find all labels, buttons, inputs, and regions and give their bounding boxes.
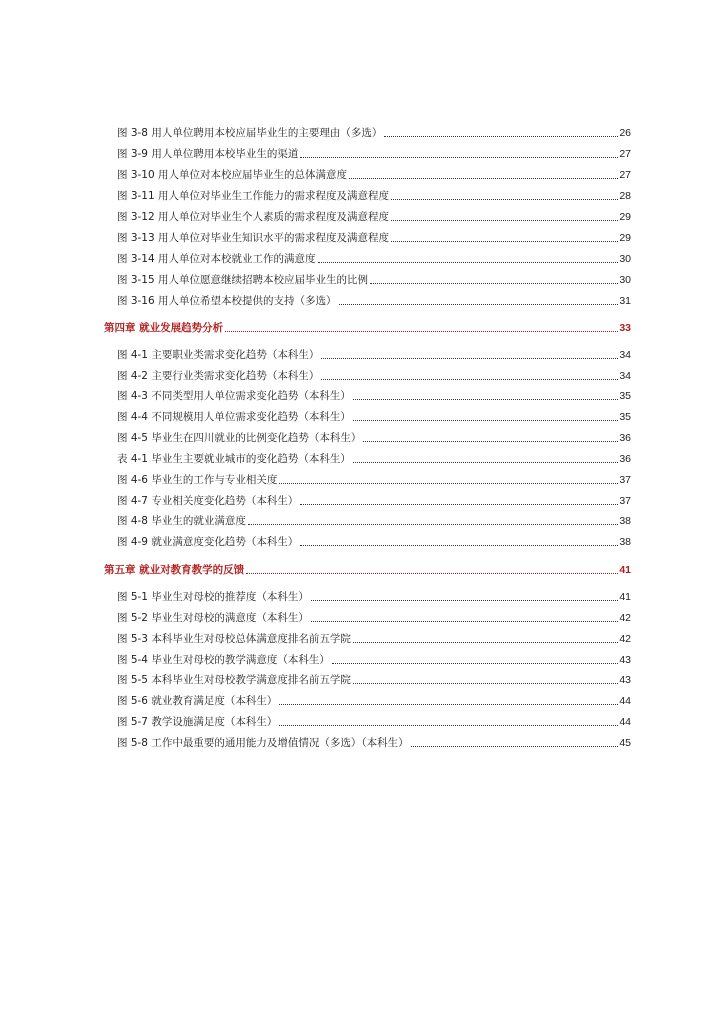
toc-entry[interactable] [117, 273, 631, 287]
toc-entry[interactable] [117, 653, 631, 667]
toc-entry[interactable] [117, 294, 631, 308]
toc-entry-title: 图 5-3 本科毕业生对母校总体满意度排名前五学院 [117, 633, 351, 645]
toc-entry-page: 29 [619, 211, 631, 223]
toc-chapter-title: 第五章 就业对教育教学的反馈 [104, 564, 245, 576]
toc-dot-leader [349, 178, 618, 179]
toc-entry-title: 图 3-15 用人单位愿意继续招聘本校应届毕业生的比例 [117, 274, 369, 286]
toc-entry-title: 图 5-1 毕业生对母校的推荐度（本科生） [117, 591, 309, 603]
toc-entry-page: 43 [619, 654, 631, 666]
toc-entry[interactable] [117, 611, 631, 625]
toc-entry-page: 34 [619, 349, 631, 361]
toc-dot-leader [300, 504, 618, 505]
toc-entry-title: 图 4-3 不同类型用人单位需求变化趋势（本科生） [117, 390, 351, 402]
toc-dot-leader [391, 241, 618, 242]
toc-dot-leader [321, 358, 618, 359]
toc-entry-page: 30 [619, 274, 631, 286]
toc-entry[interactable] [117, 715, 631, 729]
toc-entry-title: 图 5-5 本科毕业生对母校教学满意度排名前五学院 [117, 674, 351, 686]
toc-chapter-page: 41 [619, 564, 631, 576]
toc-dot-leader [318, 262, 619, 263]
toc-dot-leader [370, 283, 618, 284]
toc-dot-leader [248, 524, 618, 525]
toc-entry[interactable] [117, 590, 631, 604]
toc-dot-leader [339, 304, 619, 305]
toc-entry[interactable] [117, 535, 631, 549]
toc-dot-leader [353, 683, 618, 684]
toc-entry[interactable] [117, 231, 631, 245]
toc-entry-page: 35 [619, 411, 631, 423]
toc-entry-page: 36 [619, 432, 631, 444]
toc-entry-title: 图 5-8 工作中最重要的通用能力及增值情况（多选）（本科生） [117, 737, 409, 749]
toc-entry-title: 图 3-14 用人单位对本校就业工作的满意度 [117, 253, 316, 265]
toc-entry-title: 图 3-16 用人单位希望本校提供的支持（多选） [117, 295, 337, 307]
toc-dot-leader [311, 600, 618, 601]
toc-dot-leader [321, 379, 618, 380]
toc-entry-title: 图 4-7 专业相关度变化趋势（本科生） [117, 495, 299, 507]
toc-entry-title: 图 3-12 用人单位对毕业生个人素质的需求程度及满意程度 [117, 211, 390, 223]
toc-entry-page: 34 [619, 370, 631, 382]
toc-entry-title: 图 4-5 毕业生在四川就业的比例变化趋势（本科生） [117, 432, 362, 444]
toc-entry-page: 38 [619, 515, 631, 527]
toc-entry-page: 45 [619, 737, 631, 749]
toc-dot-leader [246, 573, 618, 574]
toc-entry[interactable] [117, 252, 631, 266]
toc-dot-leader [384, 136, 618, 137]
toc-entry-page: 37 [619, 474, 631, 486]
toc-entry-title: 图 4-6 毕业生的工作与专业相关度 [117, 474, 278, 486]
toc-dot-leader [300, 157, 618, 158]
toc-entry-page: 35 [619, 390, 631, 402]
toc-chapter-page: 33 [619, 322, 631, 334]
toc-entry[interactable] [117, 694, 631, 708]
toc-dot-leader [332, 663, 618, 664]
toc-entry[interactable] [117, 369, 631, 383]
toc-entry-page: 38 [619, 536, 631, 548]
toc-entry-page: 28 [619, 190, 631, 202]
toc-entry-title: 图 5-4 毕业生对母校的教学满意度（本科生） [117, 654, 330, 666]
toc-chapter-title: 第四章 就业发展趋势分析 [104, 322, 224, 334]
toc-entry[interactable] [117, 736, 631, 750]
toc-dot-leader [353, 399, 618, 400]
toc-entry-page: 27 [619, 169, 631, 181]
toc-entry[interactable] [117, 632, 631, 646]
toc-entry-title: 表 4-1 毕业生主要就业城市的变化趋势（本科生） [117, 453, 351, 465]
toc-entry-page: 31 [619, 295, 631, 307]
toc-entry[interactable] [117, 147, 631, 161]
toc-entry-title: 图 4-1 主要职业类需求变化趋势（本科生） [117, 349, 320, 361]
toc-entry[interactable] [117, 473, 631, 487]
toc-entry-title: 图 5-7 教学设施满足度（本科生） [117, 716, 278, 728]
toc-entry-title: 图 3-9 用人单位聘用本校毕业生的渠道 [117, 148, 299, 160]
toc-dot-leader [353, 420, 618, 421]
toc-entry-page: 37 [619, 495, 631, 507]
toc-entry-page: 42 [619, 612, 631, 624]
toc-dot-leader [411, 746, 619, 747]
toc-entry-page: 36 [619, 453, 631, 465]
toc-entry[interactable] [117, 126, 631, 140]
toc-entry[interactable] [117, 514, 631, 528]
toc-dot-leader [279, 704, 618, 705]
toc-dot-leader [391, 199, 618, 200]
toc-entry-page: 30 [619, 253, 631, 265]
toc-entry-title: 图 4-2 主要行业类需求变化趋势（本科生） [117, 370, 320, 382]
toc-entry[interactable] [117, 410, 631, 424]
toc-entry-title: 图 4-4 不同规模用人单位需求变化趋势（本科生） [117, 411, 351, 423]
toc-entry[interactable] [117, 189, 631, 203]
toc-entry-title: 图 4-8 毕业生的就业满意度 [117, 515, 246, 527]
toc-entry[interactable] [117, 673, 631, 687]
toc-entry-title: 图 3-11 用人单位对毕业生工作能力的需求程度及满意程度 [117, 190, 390, 202]
toc-chapter-4[interactable] [104, 321, 631, 335]
toc-entry[interactable] [117, 494, 631, 508]
toc-entry-page: 29 [619, 232, 631, 244]
toc-entry-page: 27 [619, 148, 631, 160]
toc-entry-title: 图 3-13 用人单位对毕业生知识水平的需求程度及满意程度 [117, 232, 390, 244]
toc-entry-title: 图 3-10 用人单位对本校应届毕业生的总体满意度 [117, 169, 348, 181]
toc-entry[interactable] [117, 389, 631, 403]
toc-entry[interactable] [117, 452, 631, 466]
toc-dot-leader [300, 545, 618, 546]
toc-entry[interactable] [117, 348, 631, 362]
toc-entry-page: 41 [619, 591, 631, 603]
toc-entry-title: 图 5-2 毕业生对母校的满意度（本科生） [117, 612, 309, 624]
toc-dot-leader [363, 441, 618, 442]
toc-entry-title: 图 4-9 就业满意度变化趋势（本科生） [117, 536, 299, 548]
toc-entry-page: 42 [619, 633, 631, 645]
toc-entry[interactable] [117, 168, 631, 182]
toc-dot-leader [279, 483, 618, 484]
toc-entry[interactable] [117, 210, 631, 224]
toc-dot-leader [311, 621, 618, 622]
toc-dot-leader [279, 725, 618, 726]
toc-dot-leader [353, 642, 618, 643]
toc-entry-page: 44 [619, 695, 631, 707]
toc-entry-title: 图 3-8 用人单位聘用本校应届毕业生的主要理由（多选） [117, 127, 383, 139]
toc-entry-title: 图 5-6 就业教育满足度（本科生） [117, 695, 278, 707]
toc-dot-leader [391, 220, 618, 221]
toc-entry-page: 43 [619, 674, 631, 686]
toc-dot-leader [353, 462, 618, 463]
toc-entry[interactable] [117, 431, 631, 445]
toc-dot-leader [225, 331, 618, 332]
toc-chapter-5[interactable] [104, 563, 631, 577]
toc-entry-page: 44 [619, 716, 631, 728]
toc-entry-page: 26 [619, 127, 631, 139]
